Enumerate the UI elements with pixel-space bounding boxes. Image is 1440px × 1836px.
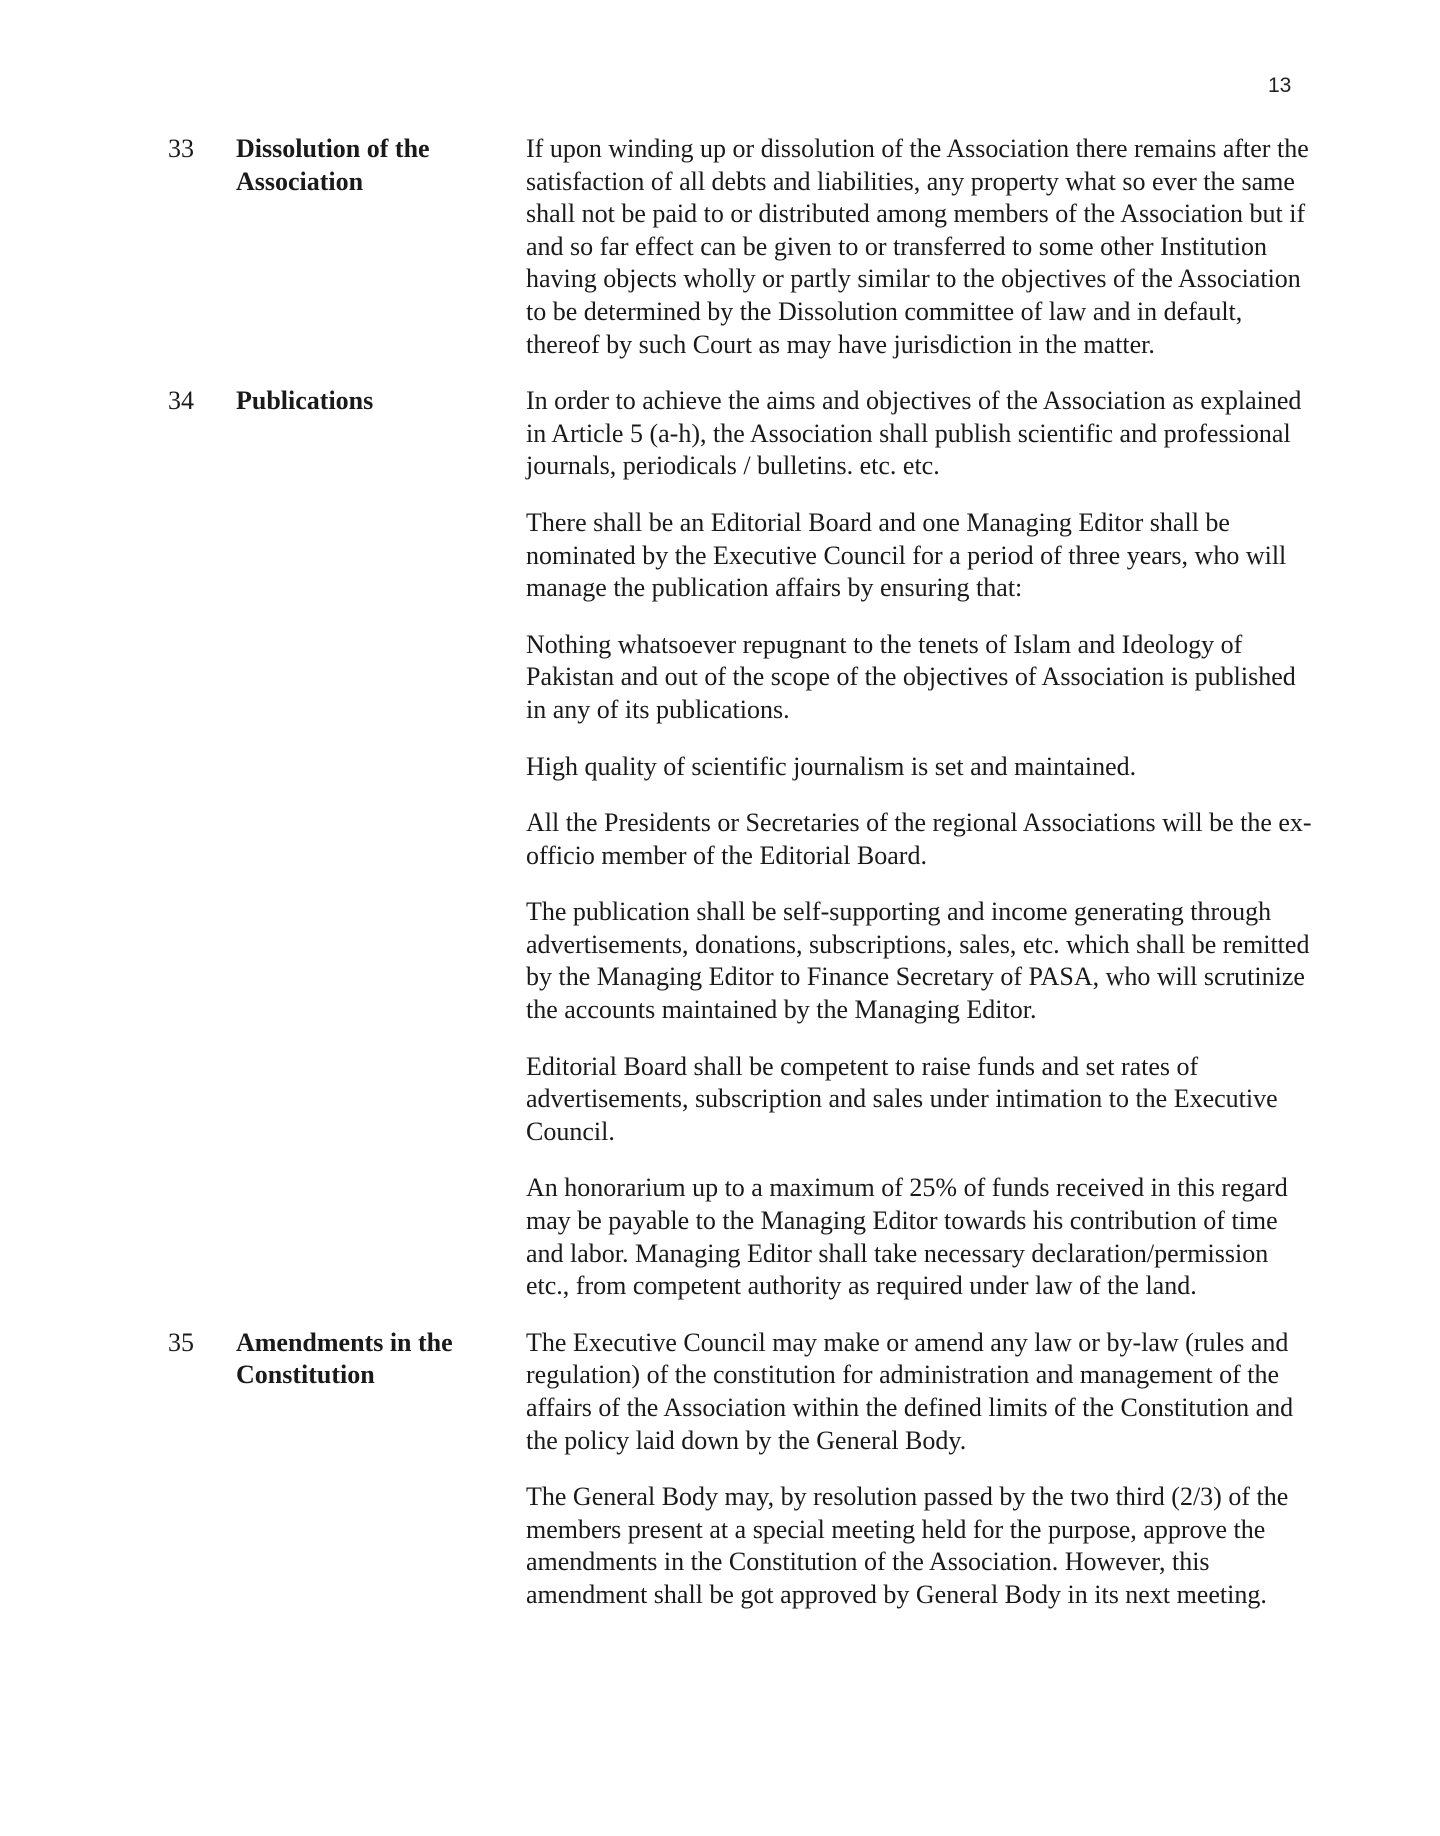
paragraph: Nothing whatsoever repugnant to the tenets of Islam and Ideology of Pakistan and out of the scope of the objectives of Association is published in any of its publications. xyxy=(526,629,1296,724)
section-title: Amendments in the Constitution xyxy=(236,1327,453,1390)
section-body xyxy=(526,385,1318,1303)
section-34 xyxy=(168,385,1318,1303)
section-number: 34 xyxy=(168,386,194,416)
section-title: Publications xyxy=(236,386,374,416)
constitution-sections xyxy=(168,133,1318,1636)
paragraph: In order to achieve the aims and objectives of the Association as explained in Article 5 (a-h), the Association shall publish scientific and professional journals, periodicals / bulletins. etc. etc. xyxy=(526,386,1302,481)
section-35 xyxy=(168,1327,1318,1612)
section-body xyxy=(526,1327,1318,1612)
section-title: Dissolution of the Association xyxy=(236,134,430,196)
section-33 xyxy=(168,133,1318,361)
paragraph: The Executive Council may make or amend any law or by-law (rules and regulation) of the constitution for administration and management of the affairs of the Association within the defined limits of the Constitution and the policy laid down by the General Body. xyxy=(526,1327,1294,1455)
section-number: 35 xyxy=(168,1327,194,1357)
paragraph: An honorarium up to a maximum of 25% of funds received in this regard may be payable to the Managing Editor towards his contribution of time and labor. Managing Editor shall take necessary declaration/permission etc., from competent authority as required under law of the land. xyxy=(526,1173,1288,1301)
paragraph: The General Body may, by resolution passed by the two third (2/3) of the members present at a special meeting held for the purpose, approve the amendments in the Constitution of the Association. However, this amendment shall be got approved by General Body in its next meeting. xyxy=(526,1482,1289,1609)
paragraph: If upon winding up or dissolution of the Association there remains after the satisfaction of all debts and liabilities, any property what so ever the same shall not be paid to or distributed among members of the Association but if and so far effect can be given to or transferred to some other Institution having objects wholly or partly similar to the objectives of the Association to be determined by the Dissolution committee of law and in default, thereof by such Court as may have jurisdiction in the matter. xyxy=(526,134,1309,359)
page-number: 13 xyxy=(1268,74,1292,97)
paragraph: There shall be an Editorial Board and one Managing Editor shall be nominated by the Executive Council for a period of three years, who will manage the publication affairs by ensuring that: xyxy=(526,507,1287,603)
paragraph: The publication shall be self-supporting and income generating through advertisements, donations, subscriptions, sales, etc. which shall be remitted by the Managing Editor to Finance Secretary of PASA, who will scrutinize the accounts maintained by the Managing Editor. xyxy=(526,897,1310,1025)
section-body xyxy=(526,133,1318,361)
section-number: 33 xyxy=(168,134,194,163)
paragraph: High quality of scientific journalism is set and maintained. xyxy=(526,751,1137,781)
paragraph: Editorial Board shall be competent to raise funds and set rates of advertisements, subscription and sales under intimation to the Executive Council. xyxy=(526,1051,1278,1146)
paragraph: All the Presidents or Secretaries of the regional Associations will be the ex-officio member of the Editorial Board. xyxy=(526,808,1312,870)
